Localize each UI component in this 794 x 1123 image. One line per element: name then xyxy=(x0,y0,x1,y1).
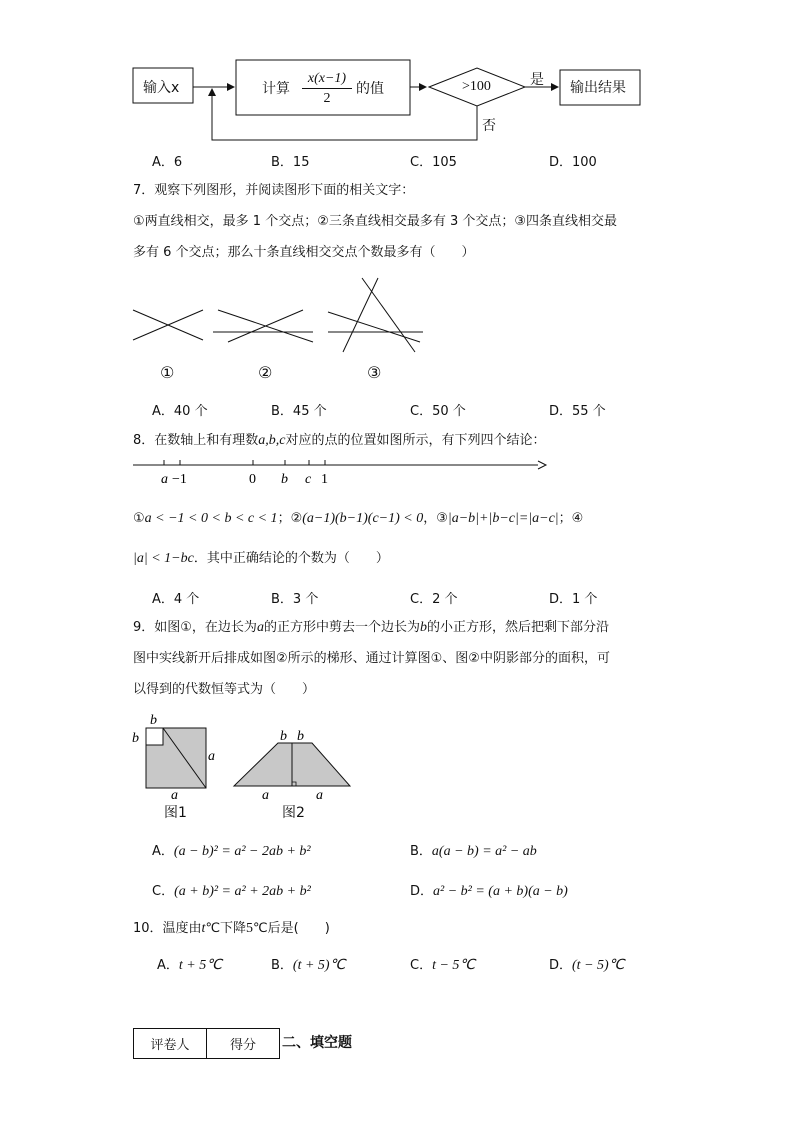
q8-c3-sep: ； xyxy=(558,511,572,526)
flow-no-label: 否 xyxy=(482,118,496,134)
q10-option-b xyxy=(271,957,345,975)
flow-compute-suffix: 的值 xyxy=(356,81,384,97)
q7-stem-line3: 多有 6 个交点；那么十条直线相交交点个数最多有（ ） xyxy=(133,245,475,260)
flowchart xyxy=(128,55,668,145)
q9-fig1-caption: 图1 xyxy=(164,805,187,821)
q9-stem-var-a: a xyxy=(256,620,264,635)
q8-conclusion-2: (a−1)(b−1)(c−1) < 0 xyxy=(302,511,424,526)
fig1-label-a-bottom: a xyxy=(171,788,178,800)
q9-option-a-expr: (a − b)² = a² − 2ab + b² xyxy=(173,844,311,859)
q8-c4-num: ④ xyxy=(571,511,584,526)
q9-option-b xyxy=(410,843,537,861)
q8-stem-end: ．其中正确结论的个数为（ ） xyxy=(193,551,389,566)
q9-option-c-prefix: C． xyxy=(152,884,175,899)
q7-figure-label-3: ③ xyxy=(367,363,382,382)
q7-option-c: C．50 个 xyxy=(410,404,466,419)
q10-option-a xyxy=(157,957,222,975)
q10-option-d-prefix: D． xyxy=(549,958,573,973)
fig2-label-b-left: b xyxy=(280,729,287,744)
flow-compute-prefix: 计算 xyxy=(262,81,290,97)
q9-option-b-expr: a(a − b) = a² − ab xyxy=(431,844,537,859)
q7-figure-2 xyxy=(213,310,313,342)
q7-figure-1 xyxy=(133,310,203,340)
q9-stem-1b: 的正方形中剪去一个边长为 xyxy=(263,620,420,635)
q9-figure-2 xyxy=(234,729,350,800)
q7-option-d: D．55 个 xyxy=(549,404,606,419)
q9-option-c-expr: (a + b)² = a² + 2ab + b² xyxy=(174,884,311,899)
q10-stem-var: t xyxy=(201,921,206,936)
q8-option-b: B．3 个 xyxy=(271,592,319,607)
q10-stem-num: 5 xyxy=(246,921,254,936)
q10-option-d-expr: (t − 5)℃ xyxy=(572,958,625,973)
score-cell: 得分 xyxy=(207,1029,280,1059)
grader-cell: 评卷人 xyxy=(134,1029,207,1059)
axis-label-1: 1 xyxy=(321,472,328,487)
q9-stem-var-b: b xyxy=(419,620,427,635)
q9-option-a-prefix: A． xyxy=(152,844,174,859)
fig2-label-a-right: a xyxy=(316,788,323,800)
q8-c2-num: ② xyxy=(290,511,303,526)
q10-stem xyxy=(133,920,330,938)
q10-option-b-prefix: B． xyxy=(271,958,293,973)
flow-output-label: 输出结果 xyxy=(570,80,626,96)
q9-figures xyxy=(128,710,368,800)
q7-figure-label-2: ② xyxy=(258,363,273,382)
q9-stem-1c: 的小正方形，然后把剩下部分沿 xyxy=(426,620,609,635)
q7-option-b: B．45 个 xyxy=(271,404,327,419)
fig2-label-a-left: a xyxy=(262,788,269,800)
q9-option-d-prefix: D． xyxy=(410,884,434,899)
q9-stem-1a: 9．如图①，在边长为 xyxy=(133,620,257,635)
q8-option-d: D．1 个 xyxy=(549,592,598,607)
q10-option-c xyxy=(410,957,475,975)
grading-table xyxy=(133,1028,280,1059)
q9-fig2-caption: 图2 xyxy=(282,805,305,821)
q7-figure-label-1: ① xyxy=(160,363,175,382)
q8-conclusion-4: |a| < 1−bc xyxy=(133,551,194,566)
q6-option-b: B．15 xyxy=(271,155,310,170)
q8-conclusion-1: a < −1 < 0 < b < c < 1 xyxy=(144,511,278,526)
q10-stem-mid: ℃下降 xyxy=(205,921,247,936)
q8-number-line xyxy=(128,456,558,492)
q10-option-a-prefix: A． xyxy=(157,958,179,973)
axis-label-0: 0 xyxy=(249,472,256,487)
q8-c1-num: ① xyxy=(133,511,145,526)
fig1-label-a-right: a xyxy=(208,749,215,764)
flow-input-label: 输入x xyxy=(143,80,180,96)
fig2-label-b-right: b xyxy=(297,729,304,744)
q9-stem-line1 xyxy=(133,619,609,637)
q9-option-c xyxy=(152,883,311,901)
q9-option-d xyxy=(410,883,568,901)
q10-option-d xyxy=(549,957,624,975)
q7-figures xyxy=(128,270,428,360)
q10-stem-suffix: ℃后是( ) xyxy=(253,921,330,936)
flow-fraction-denominator: 2 xyxy=(323,91,331,106)
q8-conclusion-3: |a−b|+|b−c|=|a−c| xyxy=(447,511,559,526)
axis-label-a: a xyxy=(161,472,168,487)
q10-option-a-expr: t + 5℃ xyxy=(178,958,222,973)
q7-stem-line1: 7．观察下列图形，并阅读图形下面的相关文字： xyxy=(133,183,415,198)
fig1-label-b-top: b xyxy=(150,713,157,728)
q10-option-c-expr: t − 5℃ xyxy=(432,958,476,973)
axis-label-c: c xyxy=(305,472,312,487)
q9-stem-line2: 图中实线新开后排成如图②所示的梯形、通过计算图①、图②中阴影部分的面积，可 xyxy=(133,651,610,666)
q8-stem-prefix: 8．在数轴上和有理数 xyxy=(133,433,259,448)
flow-condition: >100 xyxy=(462,79,491,94)
q9-stem-line3: 以得到的代数恒等式为（ ） xyxy=(133,682,316,697)
fig1-label-b-left: b xyxy=(132,731,139,746)
q8-line2 xyxy=(133,550,389,568)
axis-label-b: b xyxy=(281,472,288,487)
q8-option-a: A．4 个 xyxy=(152,592,200,607)
q8-stem-vars: a,b,c xyxy=(258,433,286,448)
section-title: 二、填空题 xyxy=(282,1035,352,1051)
q8-conclusions xyxy=(133,510,583,528)
q9-figure-1 xyxy=(132,713,215,800)
q8-c3-num: ③ xyxy=(436,511,448,526)
q7-option-a: A．40 个 xyxy=(152,404,208,419)
flow-yes-label: 是 xyxy=(530,72,544,88)
q9-option-a xyxy=(152,843,311,861)
q7-stem-line2: ①两直线相交，最多 1 个交点；②三条直线相交最多有 3 个交点；③四条直线相交最 xyxy=(133,214,618,229)
q6-option-d: D．100 xyxy=(549,155,597,170)
q6-option-c: C．105 xyxy=(410,155,457,170)
q7-figure-3 xyxy=(328,278,423,352)
q9-option-b-prefix: B． xyxy=(410,844,432,859)
q10-option-b-expr: (t + 5)℃ xyxy=(292,958,346,973)
q8-option-c: C．2 个 xyxy=(410,592,458,607)
q8-c2-sep: ， xyxy=(423,511,437,526)
q9-option-d-expr: a² − b² = (a + b)(a − b) xyxy=(433,884,568,899)
flow-fraction-numerator: x(x−1) xyxy=(302,70,352,89)
q8-stem-suffix: 对应的点的位置如图所示，有下列四个结论： xyxy=(285,433,546,448)
q6-option-a: A．6 xyxy=(152,155,183,170)
q10-option-c-prefix: C． xyxy=(410,958,433,973)
axis-label-neg1: −1 xyxy=(172,472,187,487)
q10-stem-prefix: 10．温度由 xyxy=(133,921,202,936)
q8-stem xyxy=(133,432,546,450)
q8-c1-sep: ； xyxy=(277,511,291,526)
